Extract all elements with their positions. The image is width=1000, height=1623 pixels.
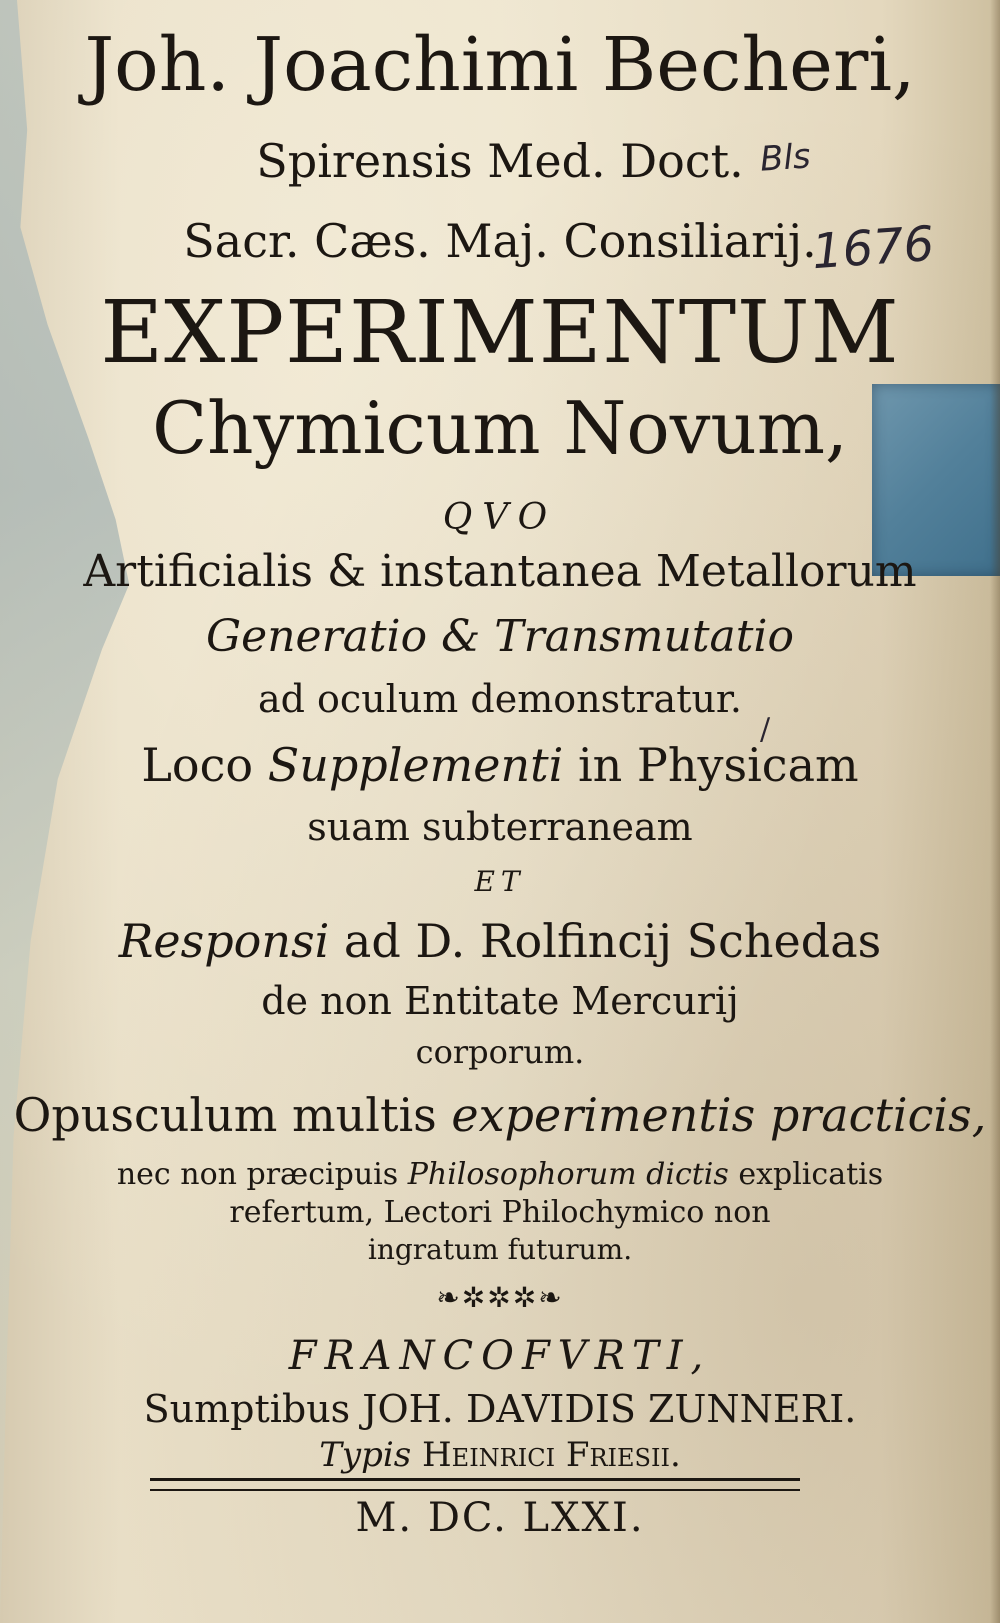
office-line: Sacr. Cæs. Maj. Consiliarij. xyxy=(183,214,817,268)
sumptibus-text-a: Sumptibus xyxy=(143,1387,363,1431)
nec-non-line xyxy=(0,1157,1000,1192)
pen-tick-mark: / xyxy=(760,712,771,747)
ornament: ❧✲✲✲❧ xyxy=(436,1281,564,1314)
responsi-line xyxy=(0,914,1000,968)
quo-line: QVO xyxy=(442,497,558,538)
imprint-place: FRANCOFVRTI, xyxy=(288,1333,712,1379)
suam-line: suam subterraneam xyxy=(307,805,693,849)
responsi-text-a: Responsi xyxy=(118,914,330,968)
typis-text-b: Heinrici Friesii. xyxy=(411,1435,681,1475)
handwritten-signature: Bls xyxy=(758,136,812,180)
generatio-line: Generatio & Transmutatio xyxy=(206,611,794,662)
nec-text-c: explicatis xyxy=(728,1157,884,1192)
opusculum-text-a: Opusculum multis xyxy=(13,1088,452,1142)
et-line: ET xyxy=(474,865,526,898)
sumptibus-line xyxy=(0,1387,1000,1431)
responsi-text-b: ad D. Rolfincij Schedas xyxy=(329,914,882,968)
opusculum-line xyxy=(0,1088,1000,1142)
imprint-year: M. DC. LXXI. xyxy=(355,1495,645,1541)
sumptibus-text-b: JOH. DAVIDIS ZUNNERI. xyxy=(362,1387,857,1431)
typis-text-a: Typis xyxy=(319,1435,412,1475)
loco-line xyxy=(0,738,1000,792)
nec-text-a: nec non præcipuis xyxy=(116,1157,408,1192)
corporum-line: corporum. xyxy=(415,1033,585,1071)
main-title: EXPERIMENTUM xyxy=(100,283,900,383)
loco-text-b: Supplementi xyxy=(267,738,564,792)
de-non-line: de non Entitate Mercurij xyxy=(261,979,739,1023)
handwritten-year: 1676 xyxy=(810,215,936,281)
double-rule xyxy=(150,1478,800,1491)
typis-line xyxy=(0,1435,1000,1475)
author-line: Joh. Joachimi Becheri, xyxy=(84,22,916,108)
loco-text-a: Loco xyxy=(141,738,268,792)
opusculum-text-b: experimentis practicis, xyxy=(451,1088,987,1142)
refertum-line: refertum, Lectori Philochymico non xyxy=(229,1195,771,1230)
degree-line: Spirensis Med. Doct. xyxy=(256,134,744,188)
loco-text-c: in Physicam xyxy=(563,738,859,792)
ingratum-line: ingratum futurum. xyxy=(367,1233,633,1266)
nec-text-b: Philosophorum dictis xyxy=(407,1157,729,1192)
sub-title: Chymicum Novum, xyxy=(152,386,848,470)
artificialis-line: Artificialis & instantanea Metallorum xyxy=(83,546,917,597)
ad-oculum-line: ad oculum demonstratur. xyxy=(257,677,743,721)
